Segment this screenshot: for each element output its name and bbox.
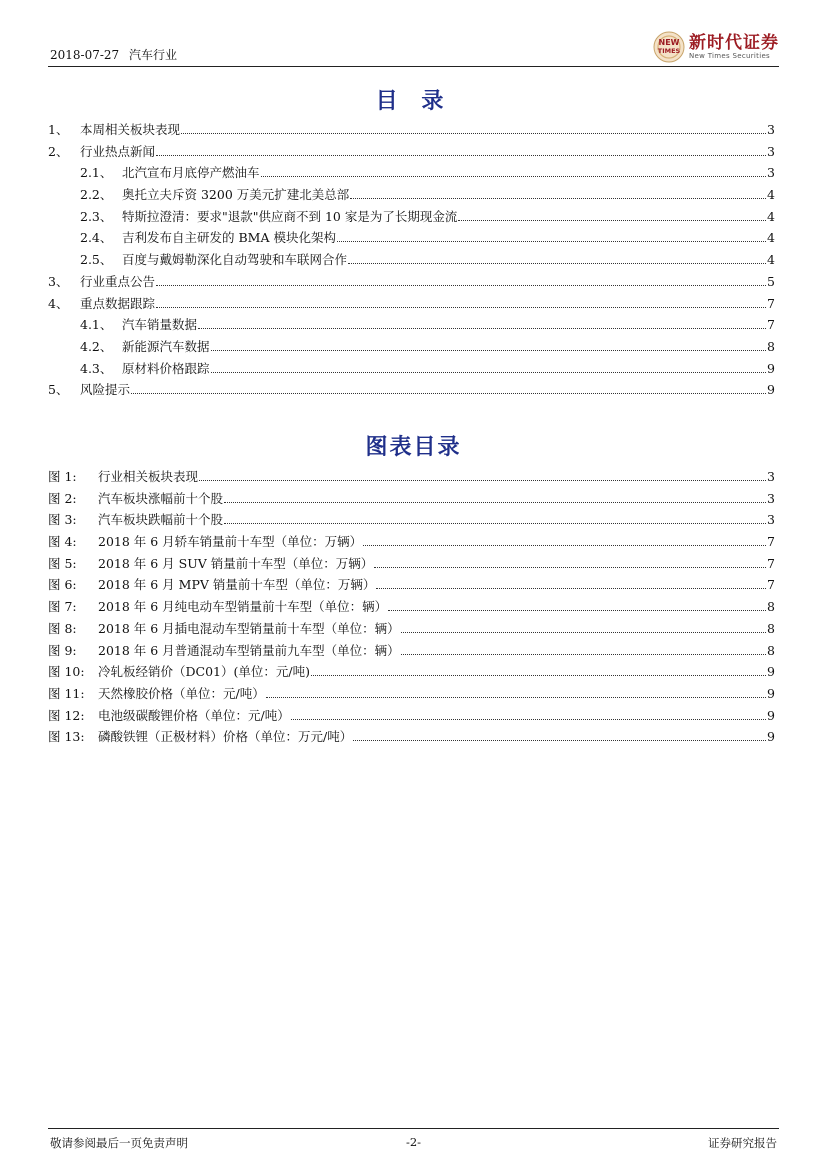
figure-entry[interactable] bbox=[48, 489, 775, 511]
page-ref: 8 bbox=[767, 599, 775, 615]
page-ref: 3 bbox=[767, 165, 775, 181]
page-ref: 3 bbox=[767, 122, 775, 137]
figure-entry-label: 行业相关板块表现 bbox=[98, 469, 199, 484]
page-ref: 9 bbox=[767, 707, 775, 723]
report-date: 2018-07-27 bbox=[50, 48, 120, 62]
disclaimer-note: 敬请参阅最后一页免责声明 bbox=[50, 1136, 188, 1150]
toc-entry-number: 4、 bbox=[48, 295, 69, 311]
page-number: -2- bbox=[405, 1135, 422, 1149]
page-ref: 3 bbox=[767, 469, 775, 484]
figure-entry-number: 图 4: bbox=[48, 534, 77, 550]
page-ref: 8 bbox=[767, 338, 775, 354]
dot-leader bbox=[401, 653, 766, 655]
toc-entry[interactable] bbox=[48, 294, 775, 316]
figure-entry-number: 图 6: bbox=[48, 577, 77, 593]
toc-entry-label: 风险提示 bbox=[80, 382, 131, 398]
toc-entry[interactable] bbox=[48, 337, 775, 359]
page-ref: 7 bbox=[767, 317, 775, 333]
report-type: 证券研究报告 bbox=[708, 1136, 777, 1150]
figure-entry-label: 冷轧板经销价（DC01）(单位：元/吨) bbox=[98, 664, 310, 680]
dot-leader bbox=[388, 609, 766, 611]
figure-entry-number: 图 3: bbox=[48, 512, 77, 528]
dot-leader bbox=[224, 522, 766, 524]
toc-entry[interactable] bbox=[48, 380, 775, 402]
figure-entry-number: 图 8: bbox=[48, 620, 77, 636]
company-logo bbox=[653, 30, 779, 64]
dot-leader bbox=[350, 197, 766, 199]
figure-entry[interactable] bbox=[48, 510, 775, 532]
dot-leader bbox=[156, 284, 766, 286]
dot-leader bbox=[199, 479, 766, 481]
logo-text bbox=[689, 34, 779, 61]
toc-entry[interactable] bbox=[48, 359, 775, 381]
toc-entry[interactable] bbox=[48, 185, 775, 207]
header-info bbox=[50, 46, 177, 63]
toc-entry-number: 5、 bbox=[48, 382, 69, 398]
toc-entry-number: 4.1、 bbox=[80, 317, 113, 333]
page-ref: 9 bbox=[767, 382, 775, 398]
toc-entry-label: 行业重点公告 bbox=[80, 273, 156, 289]
toc-entry[interactable] bbox=[48, 228, 775, 250]
dot-leader bbox=[261, 175, 767, 177]
toc-entry[interactable] bbox=[48, 163, 775, 185]
figures-title: 图表目录 bbox=[365, 434, 462, 460]
toc-entry-label: 奥托立夫斥资 3200 万美元扩建北美总部 bbox=[122, 187, 350, 203]
toc-entry-number: 3、 bbox=[48, 273, 69, 289]
toc-entry-number: 1、 bbox=[48, 122, 69, 137]
logo-mark-bottom-text: TIMES bbox=[657, 47, 681, 55]
toc-entry-label: 新能源汽车数据 bbox=[122, 338, 210, 354]
figure-entry-label: 2018 年 6 月普通混动车型销量前九车型（单位：辆） bbox=[98, 642, 400, 658]
toc-entry-number: 2、 bbox=[48, 143, 69, 159]
figure-entry-label: 2018 年 6 月 MPV 销量前十车型（单位：万辆） bbox=[98, 577, 376, 593]
page-ref: 4 bbox=[767, 252, 775, 268]
figure-list bbox=[48, 467, 775, 749]
figure-entry-number: 图 12: bbox=[48, 707, 85, 723]
page-ref: 7 bbox=[767, 295, 775, 311]
page-ref: 7 bbox=[767, 577, 775, 593]
toc-entry-number: 2.3、 bbox=[80, 208, 113, 224]
toc-entry[interactable] bbox=[48, 315, 775, 337]
figure-entry-label: 2018 年 6 月纯电动车型销量前十车型（单位：辆） bbox=[98, 599, 388, 615]
toc-entry[interactable] bbox=[48, 250, 775, 272]
toc-entry-label: 汽车销量数据 bbox=[122, 317, 198, 333]
dot-leader bbox=[156, 306, 766, 308]
logo-name-en: New Times Securities bbox=[689, 51, 770, 60]
table-of-contents bbox=[48, 120, 775, 402]
dot-leader bbox=[181, 132, 766, 134]
page-ref: 8 bbox=[767, 642, 775, 658]
toc-entry-label: 特斯拉澄清：要求"退款"供应商不到 10 家是为了长期现金流 bbox=[122, 208, 458, 224]
figure-entry-label: 汽车板块跌幅前十个股 bbox=[98, 512, 224, 528]
figure-entry[interactable] bbox=[48, 575, 775, 597]
figure-entry[interactable] bbox=[48, 662, 775, 684]
toc-entry-number: 2.5、 bbox=[80, 252, 113, 268]
toc-entry-label: 百度与戴姆勒深化自动驾驶和车联网合作 bbox=[122, 252, 348, 268]
page-ref: 4 bbox=[767, 187, 775, 203]
toc-entry-label: 行业热点新闻 bbox=[80, 143, 156, 159]
figure-entry-label: 2018 年 6 月插电混动车型销量前十车型（单位：辆） bbox=[98, 620, 400, 636]
page-ref: 9 bbox=[767, 360, 775, 376]
dot-leader bbox=[363, 544, 766, 546]
dot-leader bbox=[348, 262, 766, 264]
figure-entry-label: 2018 年 6 月 SUV 销量前十车型（单位：万辆） bbox=[98, 555, 374, 571]
figure-entry-number: 图 9: bbox=[48, 642, 77, 658]
dot-leader bbox=[211, 371, 767, 373]
dot-leader bbox=[376, 587, 766, 589]
dot-leader bbox=[458, 219, 766, 221]
toc-entry-number: 2.2、 bbox=[80, 187, 113, 203]
figure-entry[interactable] bbox=[48, 467, 775, 489]
figure-entry-number: 图 13: bbox=[48, 729, 85, 745]
page-ref: 7 bbox=[767, 555, 775, 571]
dot-leader bbox=[311, 674, 766, 676]
dot-leader bbox=[374, 566, 766, 568]
toc-title: 目 录 bbox=[375, 88, 452, 114]
dot-leader bbox=[224, 501, 766, 503]
page-ref: 3 bbox=[767, 512, 775, 528]
logo-name-cn: 新时代证券 bbox=[689, 32, 779, 53]
toc-entry-label: 吉利发布自主研发的 BMA 模块化架构 bbox=[122, 230, 336, 246]
figure-entry-label: 电池级碳酸锂价格（单位：元/吨） bbox=[98, 707, 290, 723]
new-times-logo-icon bbox=[653, 31, 685, 63]
figure-entry-number: 图 2: bbox=[48, 490, 77, 506]
figure-entry-number: 图 11: bbox=[48, 685, 85, 701]
toc-entry-label: 本周相关板块表现 bbox=[80, 122, 181, 137]
toc-entry-label: 原材料价格跟踪 bbox=[122, 360, 210, 376]
figure-entry-label: 2018 年 6 月轿车销量前十车型（单位：万辆） bbox=[98, 534, 363, 550]
figure-entry[interactable] bbox=[48, 684, 775, 706]
toc-entry-number: 4.3、 bbox=[80, 360, 113, 376]
page-ref: 9 bbox=[767, 729, 775, 745]
figure-entry[interactable] bbox=[48, 641, 775, 663]
figure-entry-number: 图 5: bbox=[48, 555, 77, 571]
page-ref: 8 bbox=[767, 620, 775, 636]
page-ref: 9 bbox=[767, 685, 775, 701]
dot-leader bbox=[291, 718, 766, 720]
dot-leader bbox=[211, 349, 767, 351]
figure-entry-number: 图 1: bbox=[48, 469, 77, 484]
page-ref: 5 bbox=[767, 273, 775, 289]
dot-leader bbox=[401, 631, 766, 633]
toc-entry[interactable] bbox=[48, 142, 775, 164]
dot-leader bbox=[198, 327, 766, 329]
dot-leader bbox=[156, 154, 766, 156]
toc-entry[interactable] bbox=[48, 120, 775, 142]
figure-entry[interactable] bbox=[48, 727, 775, 749]
page-ref: 4 bbox=[767, 208, 775, 224]
toc-entry-number: 2.1、 bbox=[80, 165, 113, 181]
figure-entry[interactable] bbox=[48, 597, 775, 619]
figure-entry-number: 图 10: bbox=[48, 664, 85, 680]
figure-entry[interactable] bbox=[48, 706, 775, 728]
page-ref: 3 bbox=[767, 143, 775, 159]
toc-entry-label: 北汽宣布月底停产燃油车 bbox=[122, 165, 260, 181]
dot-leader bbox=[337, 240, 766, 242]
page-footer bbox=[48, 1128, 779, 1151]
page-ref: 4 bbox=[767, 230, 775, 246]
figure-entry-number: 图 7: bbox=[48, 599, 77, 615]
page-ref: 7 bbox=[767, 534, 775, 550]
page-header bbox=[48, 30, 779, 67]
industry-label: 汽车行业 bbox=[129, 48, 178, 62]
figure-entry[interactable] bbox=[48, 554, 775, 576]
dot-leader bbox=[266, 696, 766, 698]
figure-entry-label: 汽车板块涨幅前十个股 bbox=[98, 490, 224, 506]
figure-entry[interactable] bbox=[48, 532, 775, 554]
figure-entry-label: 天然橡胶价格（单位：元/吨） bbox=[98, 685, 265, 701]
toc-entry-number: 2.4、 bbox=[80, 230, 113, 246]
toc-entry-number: 4.2、 bbox=[80, 338, 113, 354]
dot-leader bbox=[131, 392, 766, 394]
figure-entry-label: 磷酸铁锂（正极材料）价格（单位：万元/吨） bbox=[98, 729, 353, 745]
logo-mark-top-text: NEW bbox=[658, 38, 680, 47]
toc-entry[interactable] bbox=[48, 272, 775, 294]
dot-leader bbox=[353, 739, 766, 741]
toc-entry-label: 重点数据跟踪 bbox=[80, 295, 156, 311]
figure-entry[interactable] bbox=[48, 619, 775, 641]
page-ref: 9 bbox=[767, 664, 775, 680]
page-ref: 3 bbox=[767, 490, 775, 506]
toc-entry[interactable] bbox=[48, 207, 775, 229]
